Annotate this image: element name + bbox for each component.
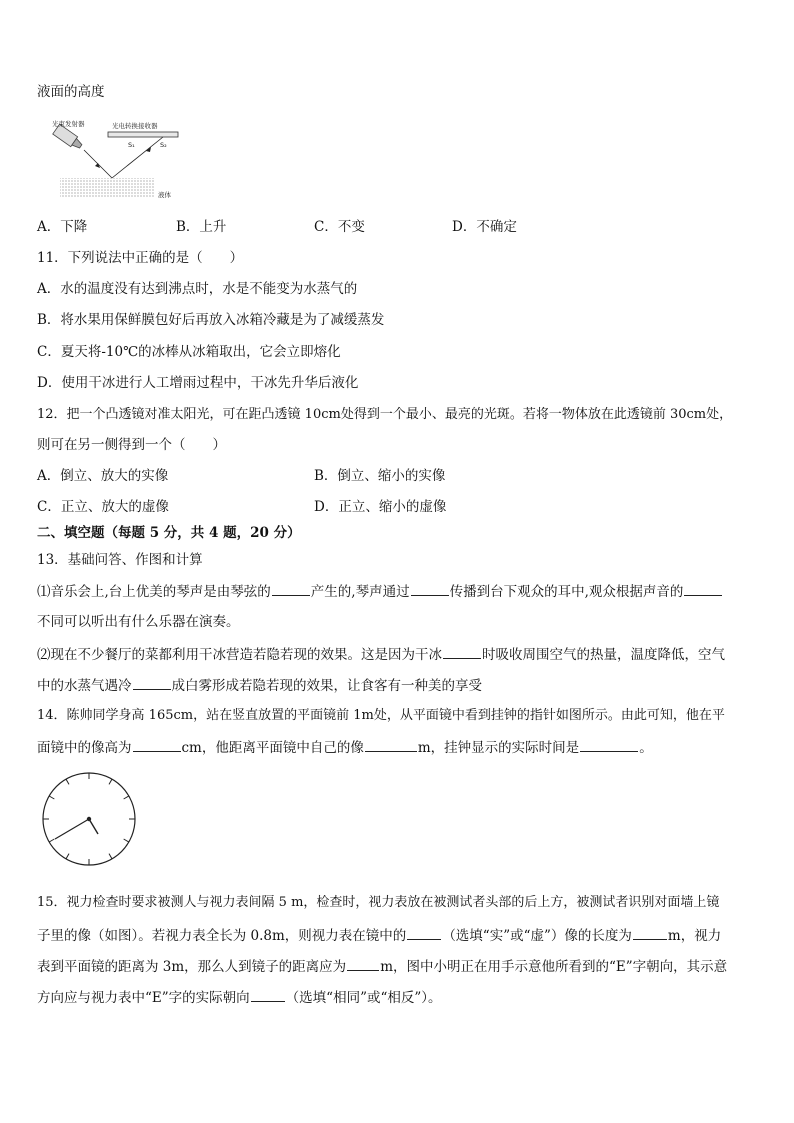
q15-l3-b: m，图中小明正在用手示意他所看到的“E”字朝向，其示意 [380,959,728,975]
q13-p2-a: ⑵现在不少餐厅的菜都利用干冰营造若隐若现的效果。这是因为干冰 [37,647,442,663]
q15-line2 [37,925,721,946]
q15-l2-c: m，视力 [667,928,722,944]
answer-blank[interactable] [251,987,285,1002]
q13-part2-line2 [37,675,482,696]
q11-option-b: B．将水果用保鲜膜包好后再放入冰箱冷藏是为了减缓蒸发 [37,312,385,328]
answer-blank[interactable] [407,925,441,940]
q10-option-a: A．下降 [37,219,88,235]
liquid-label: 液体 [158,191,171,199]
q13-part2-line1 [37,644,725,665]
q14-l2-b: cm，他距离平面镜中自己的像 [181,740,364,756]
answer-blank[interactable] [347,956,379,971]
emitter-label: 光束发射器 [52,120,85,128]
answer-blank[interactable] [411,581,449,596]
answer-blank[interactable] [443,644,481,659]
answer-blank[interactable] [272,581,310,596]
q15-l4-a: 方向应与视力表中“E”字的实际朝向 [37,990,250,1006]
q13-p1-b: 产生的,琴声通过 [310,584,410,600]
q11-option-c: C．夏天将-10℃的冰棒从冰箱取出，它会立即熔化 [37,344,341,360]
q10-option-c: C．不变 [314,219,365,235]
q12-option-c: C．正立、放大的虚像 [37,499,169,515]
s1-label: S₁ [128,141,135,149]
q13-p1-a: ⑴音乐会上,台上优美的琴声是由琴弦的 [37,584,271,600]
answer-blank[interactable] [365,737,417,752]
q11-option-d: D．使用干冰进行人工增雨过程中，干冰先升华后液化 [37,375,359,391]
light-reflection-figure [50,114,190,202]
answer-blank[interactable] [133,737,181,752]
q12-stem-line1: 12．把一个凸透镜对准太阳光，可在距凸透镜 10cm处得到一个最小、最亮的光斑。若将一物体放在此透镜前 30cm处， [37,407,733,422]
clock-center [87,817,91,821]
q14-l2-d: 。 [639,740,653,756]
q13-p1-c: 传播到台下观众的耳中,观众根据声音的 [449,584,684,600]
q15-l3-a: 表到平面镜的距离为 3m，那么人到镜子的距离应为 [37,959,347,975]
q13-p2-d: 成白雾形成若隐若现的效果，让食客有一种美的享受 [171,678,482,694]
liquid-surface [60,178,155,197]
reflected-ray [112,137,163,178]
q15-l4-b: （选填“相同”或“相反”）。 [285,990,442,1006]
q12-option-b: B．倒立、缩小的实像 [314,468,446,484]
q13-part1-line1 [37,581,723,602]
q10-option-b: B．上升 [176,219,227,235]
receiver-bar [108,132,178,137]
answer-blank[interactable] [633,925,667,940]
q14-l2-c: m，挂钟显示的实际时间是 [417,740,580,756]
q14-l2-a: 面镜中的像高为 [37,740,132,756]
top-text: 液面的高度 [37,84,105,100]
q13-p2-c: 中的水蒸气遇冷 [37,678,132,694]
q15-l2-b: （选填“实”或“虚”）像的长度为 [442,928,632,944]
q11-stem: 11．下列说法中正确的是（ ） [37,250,244,266]
section-title: 二、填空题（每题 5 分，共 4 题，20 分） [37,525,301,541]
q12-stem-line2: 则可在另一侧得到一个（ ） [37,437,226,453]
q15-l2-a: 子里的像（如图）。若视力表全长为 0.8m，则视力表在镜中的 [37,928,407,944]
q13-p1-d: 不同可以听出有什么乐器在演奏。 [37,614,240,630]
q15-line3 [37,956,727,977]
mirror-clock-figure [40,770,138,868]
q12-option-d: D．正立、缩小的虚像 [314,499,447,515]
answer-blank[interactable] [133,675,171,690]
q15-line1: 15．视力检查时要求被测人与视力表间隔 5 m，检查时，视力表放在被测试者头部的后上方，被测试者识别对面墙上镜 [37,895,720,910]
q13-p2-b: 时吸收周围空气的热量，温度降低，空气 [482,647,725,663]
answer-blank[interactable] [580,737,638,752]
q14-line1: 14．陈帅同学身高 165cm，站在竖直放置的平面镜前 1m处，从平面镜中看到挂钟的指针如图所示。由此可知，他在平 [37,708,725,723]
receiver-label: 光电转换接收器 [112,122,158,130]
q11-option-a: A．水的温度没有达到沸点时，水是不能变为水蒸气的 [37,281,358,297]
q14-line2 [37,737,653,758]
s2-label: S₂ [160,141,167,149]
emitter-icon [53,124,84,151]
q10-option-d: D．不确定 [452,219,517,235]
answer-blank[interactable] [684,581,722,596]
q12-option-a: A．倒立、放大的实像 [37,468,169,484]
q15-line4 [37,987,442,1008]
q13-stem: 13．基础问答、作图和计算 [37,552,203,568]
